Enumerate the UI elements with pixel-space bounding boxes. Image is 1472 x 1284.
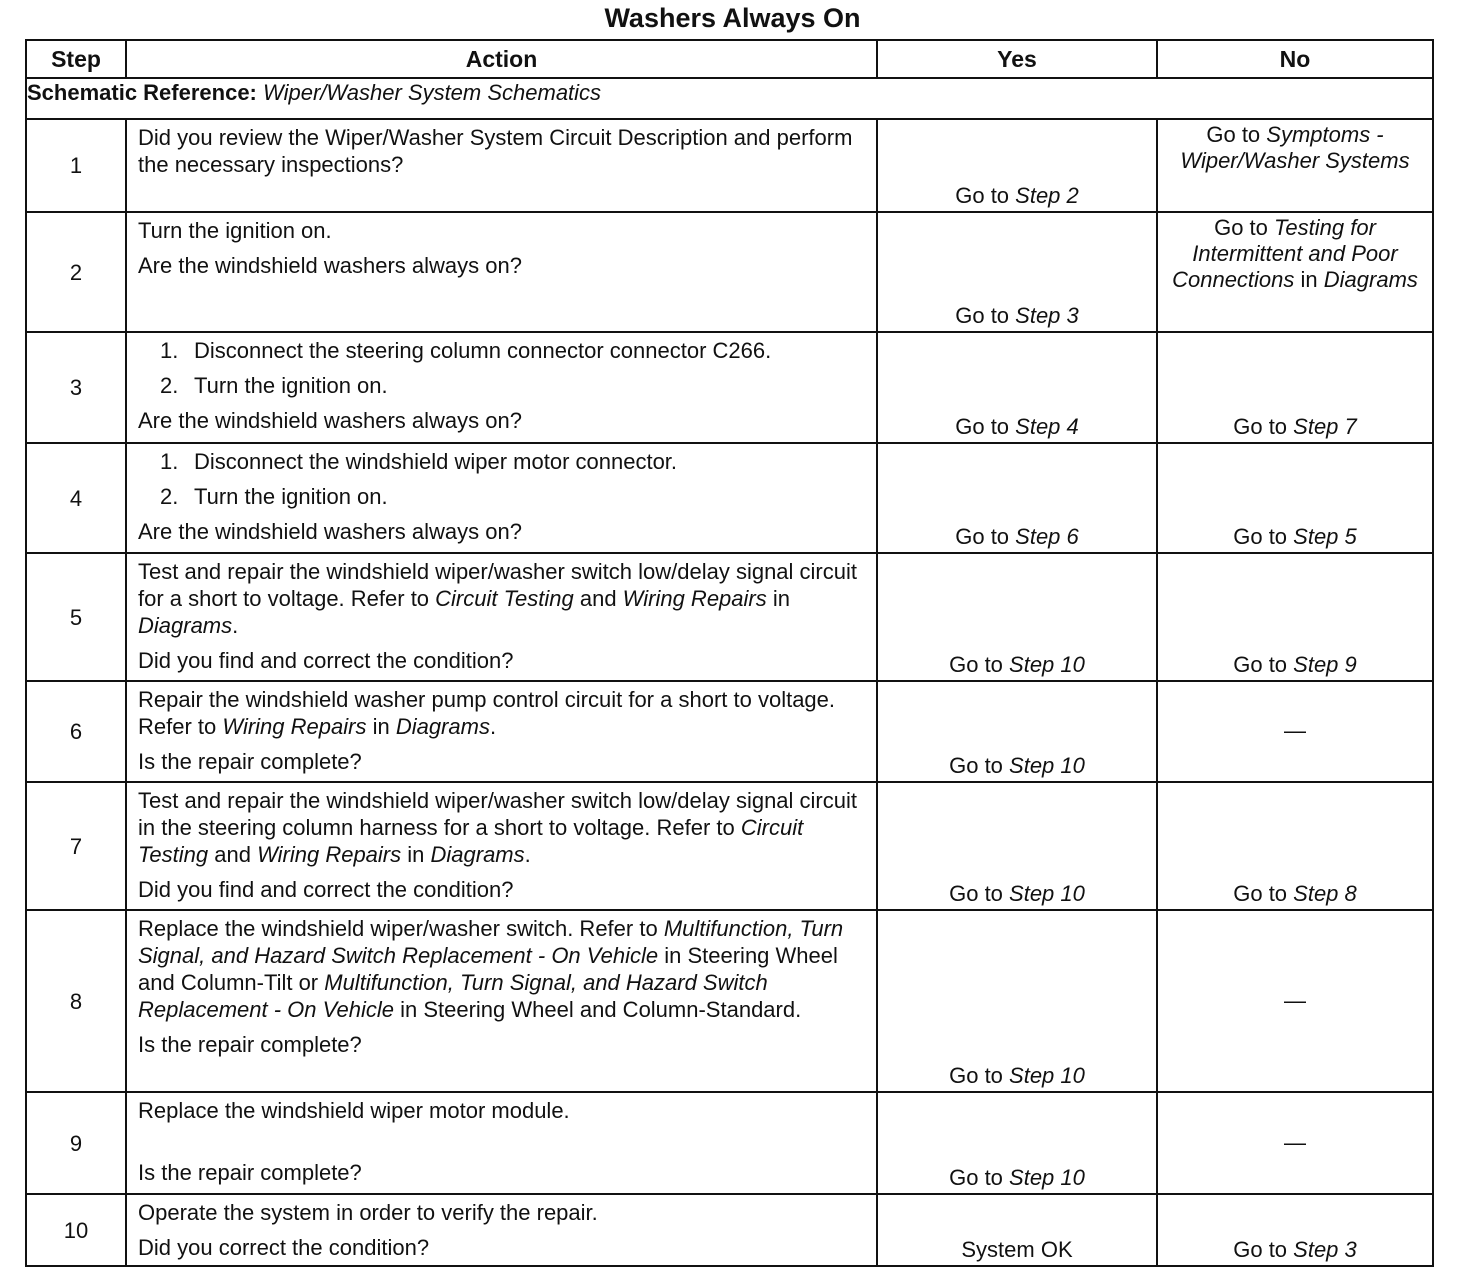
step-number: 4 — [26, 443, 126, 553]
step-number: 3 — [26, 332, 126, 443]
schematic-label: Schematic Reference: — [27, 80, 257, 105]
action-cell — [126, 681, 877, 782]
list-text: Disconnect the steering column connector connector C266. — [194, 338, 772, 363]
yes-step-link[interactable]: Step 10 — [1009, 881, 1085, 906]
yes-cell — [877, 1092, 1157, 1194]
no-prefix: Go to — [1233, 524, 1294, 549]
action-text: Replace the windshield wiper motor module. — [138, 1098, 570, 1123]
list-number: 2. — [160, 484, 179, 509]
action-cell — [126, 119, 877, 212]
reference-link[interactable]: Multifunction, Turn Signal, and Hazard Switch Replacement - On Vehicle — [138, 916, 844, 968]
header-no: No — [1157, 40, 1433, 78]
reference-link[interactable]: Circuit Testing — [435, 586, 574, 611]
action-text-part: in Steering Wheel and Column-Tilt or — [138, 943, 838, 995]
yes-step-link[interactable]: Step 10 — [1009, 1063, 1085, 1088]
action-list — [138, 337, 866, 399]
no-cell — [1157, 443, 1433, 553]
step-number: 1 — [26, 119, 126, 212]
action-text-part: Test and repair the windshield wiper/washer switch low/delay signal circuit in the steering column harness for a short to voltage. Refer to — [138, 788, 857, 840]
reference-link[interactable]: Multifunction, Turn Signal, and Hazard Switch Replacement - On Vehicle — [138, 970, 768, 1022]
no-step-link[interactable]: Step 3 — [1293, 1237, 1357, 1262]
table-row — [26, 553, 1433, 681]
header-row — [26, 40, 1433, 78]
yes-step-link[interactable]: Step 6 — [1015, 524, 1079, 549]
yes-prefix: Go to — [949, 1165, 1010, 1190]
yes-step-link[interactable]: Step 10 — [1009, 1165, 1085, 1190]
yes-step-link[interactable]: Step 10 — [1009, 753, 1085, 778]
header-yes: Yes — [877, 40, 1157, 78]
yes-cell — [877, 553, 1157, 681]
action-cell — [126, 910, 877, 1092]
no-prefix: Go to — [1214, 215, 1274, 240]
action-question: Is the repair complete? — [138, 1160, 362, 1185]
table-row — [26, 1092, 1433, 1194]
no-step-link[interactable]: Step 8 — [1293, 881, 1357, 906]
no-prefix: Go to — [1206, 122, 1267, 147]
action-question: Are the windshield washers always on? — [138, 253, 522, 278]
yes-prefix: Go to — [955, 414, 1016, 439]
yes-step-link[interactable]: Step 2 — [1015, 183, 1079, 208]
yes-prefix: Go to — [949, 881, 1010, 906]
action-text-part: . — [524, 842, 531, 867]
action-text-part: in — [366, 714, 396, 739]
action-text-part: and — [208, 842, 258, 867]
step-number: 10 — [26, 1194, 126, 1266]
action-text — [138, 787, 866, 868]
action-cell — [126, 443, 877, 553]
table-row — [26, 443, 1433, 553]
action-text-part: . — [232, 613, 239, 638]
table-row — [26, 910, 1433, 1092]
diagnostic-table — [25, 39, 1434, 1267]
action-cell — [126, 553, 877, 681]
step-number: 5 — [26, 553, 126, 681]
action-question: Did you find and correct the condition? — [138, 877, 514, 902]
list-item — [138, 448, 866, 475]
list-number: 1. — [160, 338, 179, 363]
action-question: Did you find and correct the condition? — [138, 648, 514, 673]
step-number: 8 — [26, 910, 126, 1092]
step-number: 6 — [26, 681, 126, 782]
yes-prefix: Go to — [955, 183, 1016, 208]
list-text: Turn the ignition on. — [194, 484, 388, 509]
reference-link[interactable]: Diagrams — [395, 714, 490, 739]
action-question: Is the repair complete? — [138, 1032, 362, 1057]
schematic-reference-row — [26, 78, 1433, 119]
no-step-link[interactable]: Step 7 — [1293, 414, 1357, 439]
yes-cell — [877, 443, 1157, 553]
action-text: Operate the system in order to verify the repair. — [138, 1200, 598, 1225]
table-row — [26, 332, 1433, 443]
step-number: 2 — [26, 212, 126, 332]
no-mid-text: in — [1294, 267, 1324, 292]
list-number: 2. — [160, 373, 179, 398]
table-row — [26, 1194, 1433, 1266]
reference-link[interactable]: Circuit Testing — [138, 815, 804, 867]
action-text: Turn the ignition on. — [138, 218, 332, 243]
action-text — [138, 686, 866, 740]
yes-cell — [877, 782, 1157, 910]
no-prefix: Go to — [1233, 1237, 1294, 1262]
action-cell — [126, 332, 877, 443]
page-title: Washers Always On — [604, 3, 861, 33]
yes-cell: System OK — [877, 1194, 1157, 1266]
no-reference-link[interactable]: Symptoms - Wiper/Washer Systems — [1180, 122, 1410, 173]
yes-cell — [877, 910, 1157, 1092]
no-cell: — — [1157, 910, 1433, 1092]
no-prefix: Go to — [1233, 881, 1294, 906]
yes-cell — [877, 332, 1157, 443]
yes-prefix: Go to — [955, 303, 1016, 328]
action-question: Are the windshield washers always on? — [138, 408, 522, 433]
no-cell — [1157, 1194, 1433, 1266]
action-cell — [126, 1092, 877, 1194]
yes-step-link[interactable]: Step 10 — [1009, 652, 1085, 677]
no-cell: — — [1157, 1092, 1433, 1194]
action-text-part: Repair the windshield washer pump control circuit for a short to voltage. Refer to — [138, 687, 836, 739]
action-text — [138, 558, 866, 639]
reference-link[interactable]: Diagrams — [138, 613, 233, 638]
action-text-part: . — [489, 714, 497, 739]
table-row — [26, 782, 1433, 910]
action-cell — [126, 212, 877, 332]
reference-link[interactable]: Wiring Repairs — [222, 714, 367, 739]
no-cell — [1157, 212, 1433, 332]
no-reference-link[interactable]: Testing for Intermittent and Poor Connections — [1172, 215, 1398, 292]
action-text-part: in — [766, 586, 790, 611]
reference-link[interactable]: Diagrams — [430, 842, 525, 867]
no-step-link[interactable]: Step 5 — [1293, 524, 1357, 549]
no-reference-link[interactable]: Diagrams — [1323, 267, 1418, 292]
action-text-part: and — [573, 586, 623, 611]
list-text: Disconnect the windshield wiper motor connector. — [194, 449, 678, 474]
yes-prefix: Go to — [949, 1063, 1010, 1088]
reference-link[interactable]: Wiring Repairs — [622, 586, 767, 611]
list-text: Turn the ignition on. — [194, 373, 388, 398]
yes-prefix: Go to — [949, 652, 1010, 677]
action-question: Is the repair complete? — [138, 749, 362, 774]
action-question: Are the windshield washers always on? — [138, 519, 522, 544]
no-cell — [1157, 553, 1433, 681]
action-cell — [126, 782, 877, 910]
no-cell — [1157, 119, 1433, 212]
yes-step-link[interactable]: Step 4 — [1015, 414, 1079, 439]
schematic-value: Wiper/Washer System Schematics — [263, 80, 602, 105]
action-list — [138, 448, 866, 510]
yes-cell — [877, 119, 1157, 212]
no-step-link[interactable]: Step 9 — [1293, 652, 1357, 677]
no-prefix: Go to — [1233, 414, 1294, 439]
list-item — [138, 372, 866, 399]
yes-cell — [877, 212, 1157, 332]
yes-cell — [877, 681, 1157, 782]
no-cell — [1157, 782, 1433, 910]
header-action: Action — [126, 40, 877, 78]
yes-prefix: Go to — [949, 753, 1010, 778]
action-text-part: Test and repair the windshield wiper/washer switch low/delay signal circuit for a short to voltage. Refer to — [138, 559, 857, 611]
no-cell: — — [1157, 681, 1433, 782]
action-question: Did you correct the condition? — [138, 1235, 430, 1260]
action-text-part: Replace the windshield wiper/washer switch. Refer to — [138, 916, 664, 941]
no-cell — [1157, 332, 1433, 443]
action-text: Did you review the Wiper/Washer System Circuit Description and perform the necessary inspections? — [138, 125, 853, 177]
table-row — [26, 681, 1433, 782]
yes-prefix: Go to — [955, 524, 1016, 549]
reference-link[interactable]: Wiring Repairs — [257, 842, 402, 867]
list-item — [138, 483, 866, 510]
schematic-reference — [26, 78, 1433, 119]
list-item — [138, 337, 866, 364]
action-text — [138, 915, 866, 1023]
header-step: Step — [26, 40, 126, 78]
action-cell — [126, 1194, 877, 1266]
table-row — [26, 212, 1433, 332]
step-number: 9 — [26, 1092, 126, 1194]
action-text-part: in — [401, 842, 431, 867]
yes-step-link[interactable]: Step 3 — [1015, 303, 1079, 328]
list-number: 1. — [160, 449, 179, 474]
no-prefix: Go to — [1233, 652, 1294, 677]
action-text-part: in Steering Wheel and Column-Standard. — [393, 997, 802, 1022]
table-row — [26, 119, 1433, 212]
step-number: 7 — [26, 782, 126, 910]
